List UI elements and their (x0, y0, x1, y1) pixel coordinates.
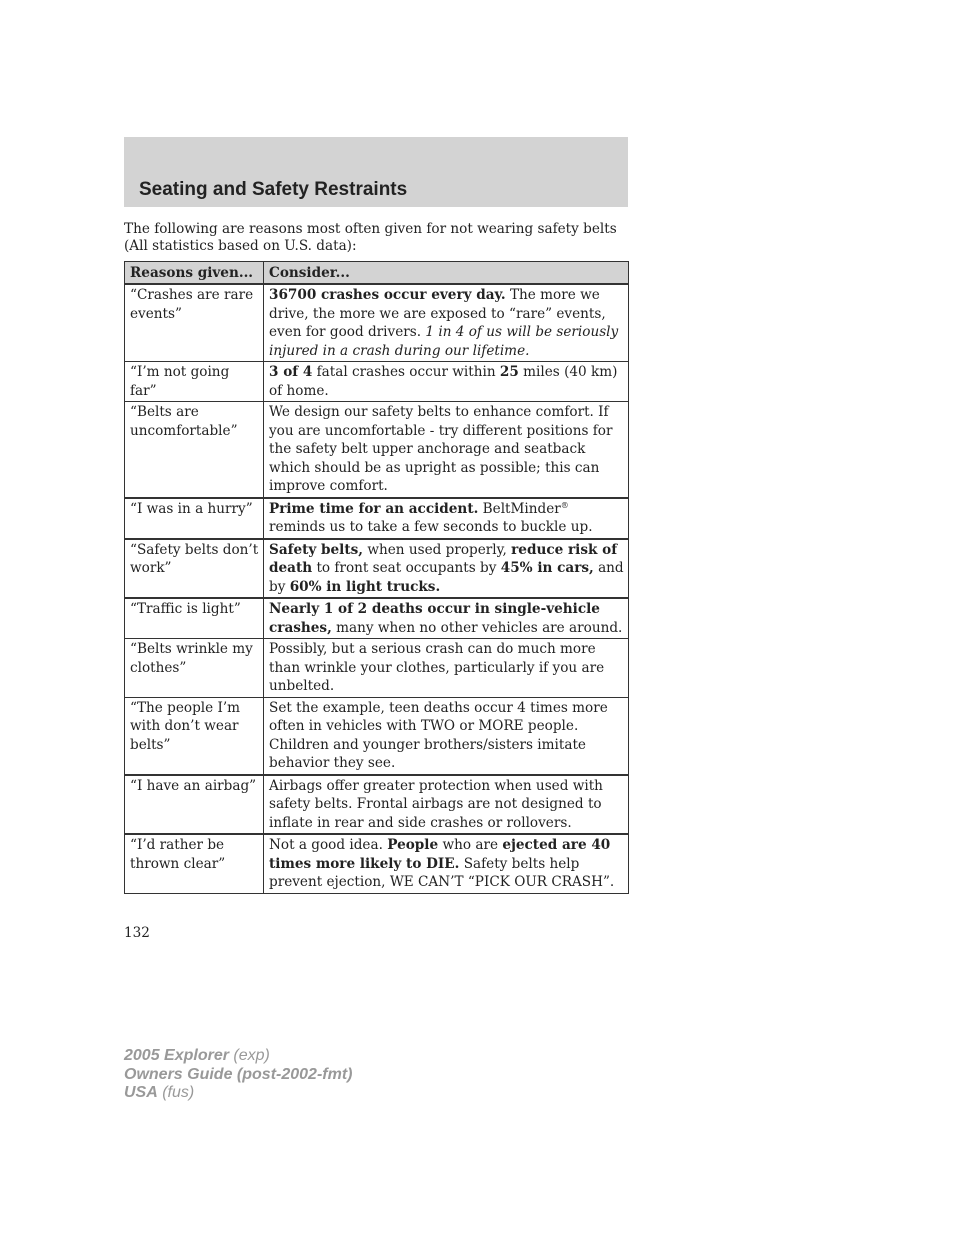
consider-text: Safety belts help prevent ejection, WE CAN’T “PICK OUR CRASH”. (269, 855, 615, 890)
reason-cell: “I’m not going far” (125, 362, 264, 402)
reason-cell: “I’d rather be thrown clear” (125, 834, 264, 893)
safety-belt-reasons-table (124, 261, 629, 894)
reason-cell: “Belts are uncomfortable” (125, 402, 264, 498)
consider-text: 25 (499, 364, 519, 380)
consider-cell (264, 598, 629, 639)
consider-text: Possibly, but a serious crash can do much more than wrinkle your clothes, particularly if you are unbelted. (269, 641, 605, 694)
table-row (125, 697, 629, 775)
consider-text: Set the example, teen deaths occur 4 times more often in vehicles with TWO or MORE people. Children and younger brothers/sisters imitate behavior they see. (269, 699, 608, 771)
footer-model-code: (exp) (228, 1047, 270, 1064)
consider-text: fatal crashes occur within (312, 364, 500, 380)
table-row (125, 284, 629, 362)
table-row (125, 598, 629, 639)
table-row (125, 362, 629, 402)
consider-text: 36700 crashes occur every day. (269, 287, 506, 303)
consider-cell (264, 539, 629, 599)
footer-line-guide (124, 1066, 352, 1085)
consider-cell (264, 362, 629, 402)
consider-cell (264, 402, 629, 498)
reason-cell: “Safety belts don’t work” (125, 539, 264, 599)
consider-text: reminds us to take a few seconds to buckle up. (269, 519, 593, 535)
footer-model: 2005 Explorer (124, 1047, 229, 1064)
consider-text: who are (438, 837, 503, 853)
consider-cell (264, 775, 629, 835)
consider-text: ® (560, 500, 569, 510)
table-row (125, 775, 629, 835)
reason-cell: “Belts wrinkle my clothes” (125, 639, 264, 698)
intro-paragraph: The following are reasons most often given for not wearing safety belts (All statistics based on U.S. data): (124, 221, 617, 254)
consider-text: miles (40 km) of home. (269, 364, 618, 399)
consider-text: ejected are 40 times more likely to DIE. (269, 837, 611, 872)
header-reasons: Reasons given... (125, 262, 264, 285)
consider-text: 45% in cars, (500, 560, 594, 576)
consider-cell (264, 697, 629, 775)
footer-guide: Owners Guide (post-2002-fmt) (124, 1065, 353, 1083)
reason-cell: “The people I’m with don’t wear belts” (125, 697, 264, 775)
consider-text: Nearly 1 of 2 deaths occur in single-vehicle crashes, (269, 601, 600, 636)
table-row (125, 498, 629, 539)
consider-text: many when no other vehicles are around. (331, 619, 623, 636)
consider-text: People (387, 837, 439, 853)
consider-cell (264, 284, 629, 362)
consider-text: when used properly, (363, 541, 512, 558)
consider-text: to front seat occupants by (312, 560, 501, 576)
consider-text: We design our safety belts to enhance comfort. If you are uncomfortable - try different positions for the safety belt upper anchorage and seatback which should be as upright as possible; this can improve comfort. (269, 404, 613, 494)
table-row (125, 402, 629, 498)
header-consider: Consider... (264, 262, 629, 285)
table-body (125, 284, 629, 893)
table-row (125, 539, 629, 599)
footer-market-code: (fus) (157, 1084, 195, 1101)
consider-text: 60% in light trucks. (289, 578, 441, 595)
footer-market: USA (124, 1084, 158, 1101)
table-header-row (125, 262, 629, 285)
document-footer (124, 1047, 352, 1103)
consider-text: 1 in 4 of us will be seriously injured in a crash during our lifetime. (269, 324, 619, 359)
consider-text: Prime time for an accident. (269, 500, 479, 517)
reason-cell: “I was in a hurry” (125, 498, 264, 539)
reason-cell: “I have an airbag” (125, 775, 264, 835)
consider-text: reduce risk of death (269, 541, 618, 576)
table-row (125, 639, 629, 698)
consider-text: and by (269, 560, 624, 595)
consider-text: Safety belts, (269, 541, 364, 558)
footer-line-model (124, 1047, 352, 1066)
footer-line-market (124, 1084, 352, 1103)
consider-text: Not a good idea. (269, 837, 388, 853)
reason-cell: “Traffic is light” (125, 598, 264, 639)
consider-text: BeltMinder (478, 500, 561, 517)
section-header-band (124, 137, 628, 207)
page-number: 132 (124, 925, 150, 941)
consider-text: Airbags offer greater protection when used with safety belts. Frontal airbags are not designed to inflate in rear and side crashes or rollovers. (269, 777, 603, 831)
consider-cell (264, 639, 629, 698)
table-row (125, 834, 629, 893)
consider-text: The more we drive, the more we are exposed to “rare” events, even for good drivers. (269, 287, 606, 340)
consider-text: 3 of 4 (269, 364, 313, 380)
consider-cell (264, 498, 629, 539)
consider-cell (264, 834, 629, 893)
reason-cell: “Crashes are rare events” (125, 284, 264, 362)
section-title: Seating and Safety Restraints (139, 179, 408, 200)
